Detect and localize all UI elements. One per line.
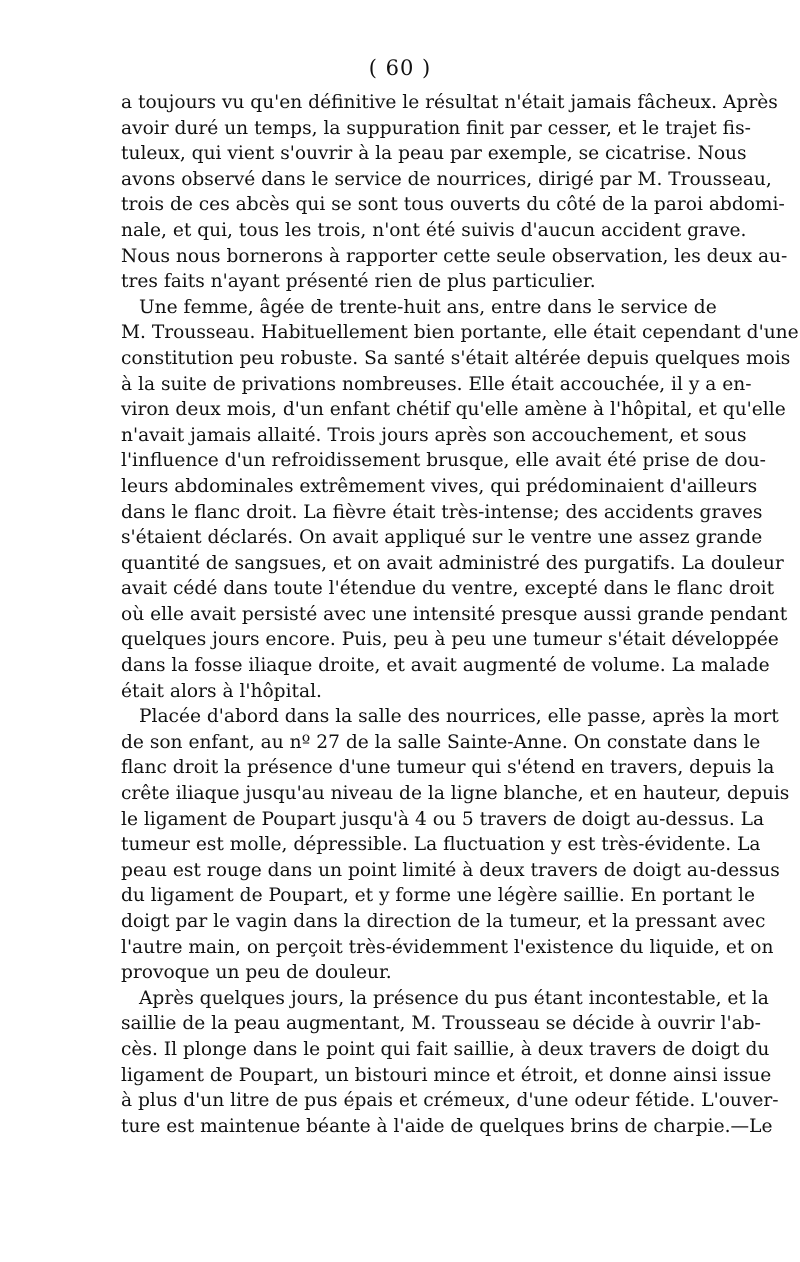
text-line: tumeur est molle, dépressible. La fluctuation y est très-évidente. La bbox=[121, 834, 761, 856]
text-line: avait cédé dans toute l'étendue du ventre, excepté dans le flanc droit bbox=[121, 578, 775, 600]
text-line: cès. Il plonge dans le point qui fait saillie, à deux travers de doigt du bbox=[121, 1038, 770, 1060]
text-line: n'avait jamais allaité. Trois jours après son accouchement, et sous bbox=[121, 424, 747, 446]
text-line: a toujours vu qu'en définitive le résultat n'était jamais fâcheux. Après bbox=[121, 92, 778, 113]
text-line: leurs abdominales extrêmement vives, qui prédominaient d'ailleurs bbox=[121, 475, 758, 497]
text-line: Placée d'abord dans la salle des nourrices, elle passe, après la mort bbox=[139, 706, 779, 728]
text-line: le ligament de Poupart jusqu'à 4 ou 5 travers de doigt au-dessus. La bbox=[121, 808, 765, 830]
text-line: quelques jours encore. Puis, peu à peu une tumeur s'était développée bbox=[121, 629, 779, 651]
text-line: saillie de la peau augmentant, M. Trousseau se décide à ouvrir l'ab- bbox=[121, 1013, 761, 1035]
page-number: ( 60 ) bbox=[368, 56, 432, 80]
text-line: s'étaient déclarés. On avait appliqué sur le ventre une assez grande bbox=[121, 527, 763, 549]
text-line: Nous nous bornerons à rapporter cette seule observation, les deux au- bbox=[121, 245, 788, 267]
paragraph bbox=[121, 986, 779, 1140]
text-line: constitution peu robuste. Sa santé s'était altérée depuis quelques mois bbox=[121, 347, 791, 369]
text-line: à plus d'un litre de pus épais et crémeux, d'une odeur fétide. L'ouver- bbox=[121, 1090, 779, 1112]
text-line: avons observé dans le service de nourrices, dirigé par M. Trousseau, bbox=[121, 168, 772, 190]
text-line: ture est maintenue béante à l'aide de quelques brins de charpie.—Le bbox=[121, 1115, 773, 1137]
text-line: l'influence d'un refroidissement brusque, elle avait été prise de dou- bbox=[121, 450, 766, 472]
text-line: était alors à l'hôpital. bbox=[121, 680, 322, 702]
text-line: tuleux, qui vient s'ouvrir à la peau par exemple, se cicatrise. Nous bbox=[121, 143, 747, 165]
text-line: Après quelques jours, la présence du pus étant incontestable, et la bbox=[139, 987, 769, 1009]
text-line: provoque un peu de douleur. bbox=[121, 962, 392, 984]
text-line: trois de ces abcès qui se sont tous ouverts du côté de la paroi abdomi- bbox=[121, 194, 785, 216]
text-line: Une femme, âgée de trente-huit ans, entre dans le service de bbox=[139, 296, 717, 318]
text-line: où elle avait persisté avec une intensité presque aussi grande pendant bbox=[121, 603, 788, 625]
paragraph bbox=[121, 295, 799, 705]
text-line: peau est rouge dans un point limité à deux travers de doigt au-dessus bbox=[121, 859, 780, 881]
text-line: dans la fosse iliaque droite, et avait augmenté de volume. La malade bbox=[121, 655, 770, 677]
text-line: à la suite de privations nombreuses. Elle était accouchée, il y a en- bbox=[121, 373, 752, 395]
text-line: de son enfant, au nº 27 de la salle Sainte-Anne. On constate dans le bbox=[121, 731, 761, 753]
text-line: l'autre main, on perçoit très-évidemment l'existence du liquide, et on bbox=[121, 936, 774, 958]
paragraph bbox=[121, 704, 790, 986]
text-line: tres faits n'ayant présenté rien de plus particulier. bbox=[121, 271, 596, 293]
text-line: nale, et qui, tous les trois, n'ont été suivis d'aucun accident grave. bbox=[121, 219, 747, 241]
text-line: flanc droit la présence d'une tumeur qui s'étend en travers, depuis la bbox=[121, 757, 775, 779]
text-line: crête iliaque jusqu'au niveau de la ligne blanche, et en hauteur, depuis bbox=[121, 783, 790, 805]
text-line: M. Trousseau. Habituellement bien portante, elle était cependant d'une bbox=[121, 322, 799, 344]
paragraph bbox=[121, 90, 788, 295]
text-line: quantité de sangsues, et on avait administré des purgatifs. La douleur bbox=[121, 552, 784, 574]
text-line: ligament de Poupart, un bistouri mince et étroit, et donne ainsi issue bbox=[121, 1064, 772, 1086]
text-line: avoir duré un temps, la suppuration finit par cesser, et le trajet fis- bbox=[121, 117, 751, 139]
text-line: du ligament de Poupart, et y forme une légère saillie. En portant le bbox=[121, 885, 755, 907]
body-text bbox=[121, 90, 799, 1139]
text-line: viron deux mois, d'un enfant chétif qu'elle amène à l'hôpital, et qu'elle bbox=[121, 399, 786, 421]
text-line: dans le flanc droit. La fièvre était très-intense; des accidents graves bbox=[121, 501, 763, 523]
text-line: doigt par le vagin dans la direction de la tumeur, et la pressant avec bbox=[121, 911, 766, 932]
